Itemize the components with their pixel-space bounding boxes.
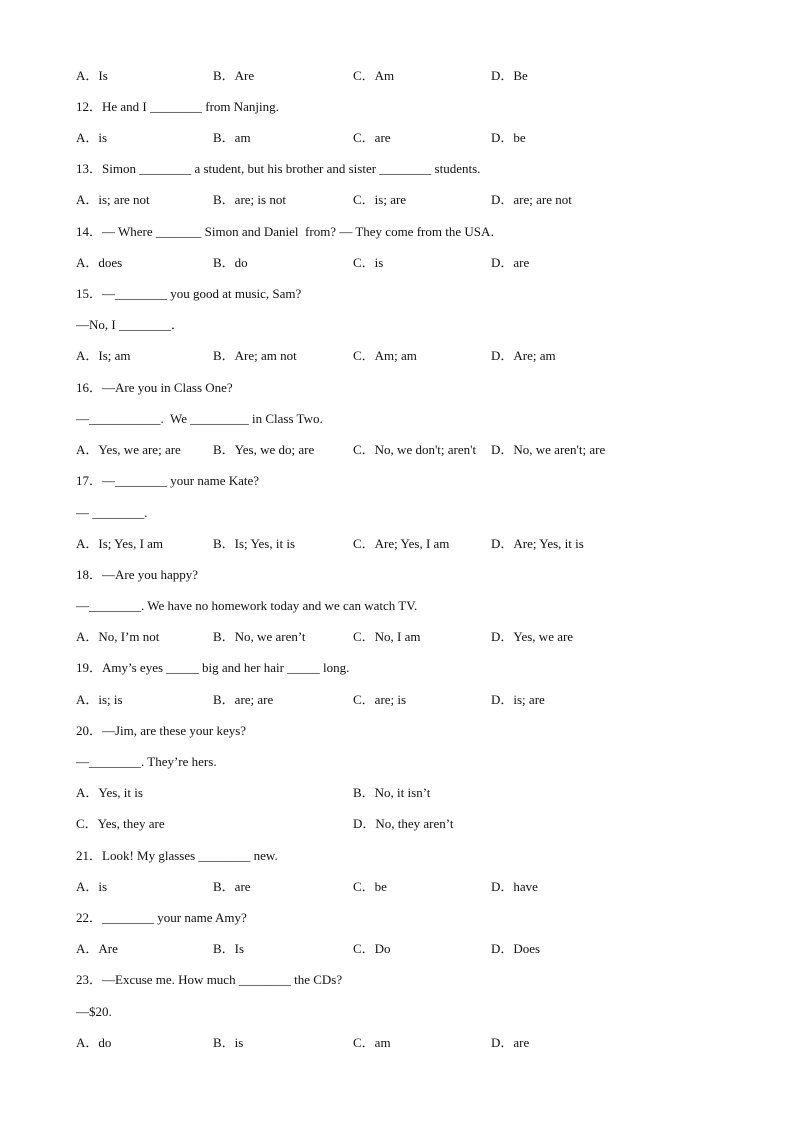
option-d[interactable]: D．No, they aren’t (353, 816, 454, 831)
option-c[interactable]: C．is; are (353, 192, 407, 207)
option-b[interactable]: B．are (213, 879, 251, 894)
option-c[interactable]: C．Am (353, 68, 395, 83)
option-c[interactable]: C．are (353, 130, 391, 145)
question-reply: —$20. (76, 1004, 112, 1019)
option-c[interactable]: C．be (353, 879, 387, 894)
option-a[interactable]: A．is (76, 879, 108, 894)
option-d[interactable]: D．have (491, 879, 538, 894)
option-d[interactable]: D．No, we aren't; are (491, 442, 606, 457)
option-d[interactable]: D．be (491, 130, 526, 145)
option-a[interactable]: A．do (76, 1035, 112, 1050)
question-reply: — ________. (76, 505, 148, 520)
option-a[interactable]: A．is; is (76, 692, 123, 707)
option-d[interactable]: D．are; are not (491, 192, 572, 207)
option-d[interactable]: D．Are; am (491, 348, 556, 363)
option-c[interactable]: C．am (353, 1035, 391, 1050)
question-reply: —________. We have no homework today and we can watch TV. (76, 598, 418, 613)
question-stem: 22．________ your name Amy? (76, 910, 247, 925)
option-b[interactable]: B．Is (213, 941, 245, 956)
option-c[interactable]: C．is (353, 255, 384, 270)
question-reply: —No, I ________． (76, 317, 184, 332)
option-d[interactable]: D．Are; Yes, it is (491, 536, 584, 551)
question-stem: 14．— Where _______ Simon and Daniel from? — They come from the USA． (76, 224, 504, 239)
option-d[interactable]: D．is; are (491, 692, 545, 707)
option-c[interactable]: C．No, we don't; aren't (353, 442, 477, 457)
option-b[interactable]: B．No, we aren’t (213, 629, 306, 644)
option-c[interactable]: C．Yes, they are (76, 816, 165, 831)
option-a[interactable]: A．Is; Yes, I am (76, 536, 164, 551)
question-reply: —________. They’re hers. (76, 754, 217, 769)
option-a[interactable]: A．Is (76, 68, 108, 83)
option-b[interactable]: B．Is; Yes, it is (213, 536, 295, 551)
option-d[interactable]: D．Yes, we are (491, 629, 574, 644)
option-c[interactable]: C．Are; Yes, I am (353, 536, 450, 551)
question-stem: 13．Simon ________ a student, but his brother and sister ________ students. (76, 161, 481, 176)
option-b[interactable]: B．Are (213, 68, 255, 83)
question-stem: 19．Amy’s eyes _____ big and her hair _____ long. (76, 660, 350, 675)
option-b[interactable]: B．Yes, we do; are (213, 442, 315, 457)
option-d[interactable]: D．Be (491, 68, 528, 83)
option-c[interactable]: C．Do (353, 941, 391, 956)
option-d[interactable]: D．are (491, 255, 530, 270)
option-a[interactable]: A．Is; am (76, 348, 131, 363)
option-c[interactable]: C．No, I am (353, 629, 421, 644)
question-stem: 12．He and I ________ from Nanjing. (76, 99, 279, 114)
question-stem: 15．—________ you good at music, Sam? (76, 286, 302, 301)
question-stem: 20．—Jim, are these your keys? (76, 723, 247, 738)
question-stem: 16．—Are you in Class One? (76, 380, 233, 395)
option-d[interactable]: D．are (491, 1035, 530, 1050)
option-c[interactable]: C．Am; am (353, 348, 417, 363)
question-stem: 17．—________ your name Kate? (76, 473, 260, 488)
question-stem: 18．—Are you happy? (76, 567, 199, 582)
option-b[interactable]: B．do (213, 255, 248, 270)
option-a[interactable]: A．No, I’m not (76, 629, 160, 644)
option-c[interactable]: C．are; is (353, 692, 407, 707)
option-b[interactable]: B．is (213, 1035, 244, 1050)
option-a[interactable]: A．Are (76, 941, 118, 956)
option-d[interactable]: D．Does (491, 941, 541, 956)
option-a[interactable]: A．Yes, we are; are (76, 442, 181, 457)
question-stem: 23．—Excuse me. How much ________ the CDs? (76, 972, 343, 987)
option-a[interactable]: A．does (76, 255, 123, 270)
option-b[interactable]: B．am (213, 130, 251, 145)
option-b[interactable]: B．are; is not (213, 192, 286, 207)
option-a[interactable]: A．Yes, it is (76, 785, 143, 800)
option-a[interactable]: A．is (76, 130, 108, 145)
question-stem: 21．Look! My glasses ________ new. (76, 848, 278, 863)
option-b[interactable]: B．No, it isn’t (353, 785, 431, 800)
question-reply: —___________. We _________ in Class Two. (76, 411, 323, 426)
option-b[interactable]: B．Are; am not (213, 348, 297, 363)
option-b[interactable]: B．are; are (213, 692, 274, 707)
option-a[interactable]: A．is; are not (76, 192, 150, 207)
